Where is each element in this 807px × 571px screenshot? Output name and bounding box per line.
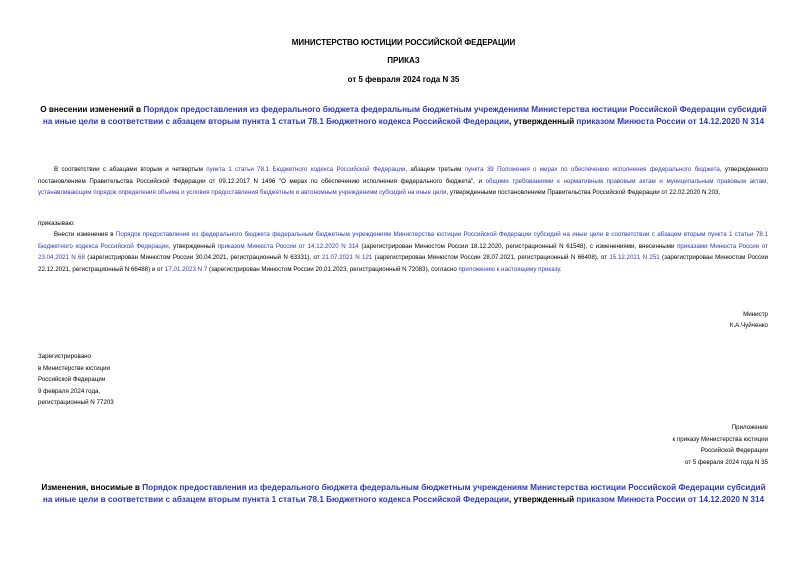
ministry-name: МИНИСТЕРСТВО ЮСТИЦИИ РОССИЙСКОЙ ФЕДЕРАЦИИ	[291, 38, 516, 47]
changes-title-prefix: Изменения, вносимые в	[41, 483, 143, 492]
regulation-link[interactable]: пункта 39 Положения о мерах по обеспечению исполнения федерального бюджета	[464, 166, 720, 173]
order-text-2: , утвержденный	[168, 242, 218, 250]
order-procedure-link[interactable]: Порядок предоставления из федерального бюджета федеральным бюджетным учреждениям Министерства юстиции Российской Федерации субсидий на иные цели в соответствии с абзацем вторым пункта 1 статьи 78.1 Бюджетного кодекса Российской Федерации	[38, 231, 768, 250]
order-text-4: (зарегистрирован Минюстом России 30.04.2021, регистрационный N 63331), от	[84, 254, 322, 261]
appendix-block	[568, 422, 768, 468]
appendix-line-3: Российской Федерации	[700, 447, 768, 454]
appendix-link[interactable]: приложению к настоящему приказу	[458, 265, 560, 273]
registration-block	[38, 351, 238, 409]
signature-name: К.А.Чуйченко	[729, 322, 768, 329]
document-title	[40, 104, 767, 128]
title-procedure-link[interactable]: Порядок предоставления из федерального бюджета федеральным бюджетным учреждениям Министерства юстиции Российской Федерации субсидий на иные цели в соответствии с абзацем вторым пункта 1 статьи 78.1 Бюджетного кодекса Российской Федерации	[42, 105, 767, 126]
order-word: приказываю:	[38, 220, 75, 227]
changes-title-middle: , утвержденный	[509, 495, 577, 504]
preamble-text-1: В соответствии с абзацами вторым и четвертым	[54, 166, 207, 173]
order-minjust-68-link[interactable]: приказами Минюста России от 23.04.2021 N 68	[38, 242, 768, 261]
appendix-line-1: Приложение	[731, 424, 768, 431]
title-order-link[interactable]: приказом Минюста России от 14.12.2020 N 314	[576, 117, 765, 126]
registration-line-2: в Министерстве юстиции	[38, 364, 111, 372]
preamble-text-2: , абзацем третьим	[405, 166, 465, 173]
preamble-text-4: , утвержденными постановлением Правительства Российской Федерации от 22.02.2020 N 203,	[446, 189, 721, 196]
doc-date-number: от 5 февраля 2024 года N 35	[347, 75, 460, 84]
registration-line-4: 9 февраля 2024 года,	[38, 387, 101, 395]
order-text-7: (зарегистрирован Минюстом России 20.01.2023, регистрационный N 72083), согласно	[207, 265, 459, 273]
changes-order-link[interactable]: приказом Минюста России от 14.12.2020 N 314	[576, 495, 765, 504]
preamble-text-3: , утвержденного постановлением Правительства Российской Федерации от 09.12.2017 N 1496 "О мерах по обеспечению исполнения федерального бюджета", и	[38, 166, 768, 185]
title-middle: , утвержденный	[509, 117, 577, 126]
order-text-6: (зарегистрирован Минюстом России 22.12.2021, регистрационный N 66488) и от	[38, 254, 769, 273]
doc-type: ПРИКАЗ	[387, 56, 420, 65]
order-minjust-314-link[interactable]: приказом Минюста России от 14.12.2020 N 314	[217, 242, 359, 250]
changes-title	[40, 482, 767, 506]
registration-line-3: Российской Федерации	[38, 376, 106, 383]
order-text-1: Внести изменения в	[54, 231, 116, 238]
signature-position: Министр	[743, 311, 768, 318]
general-requirements-link[interactable]: общими требованиями к нормативным правовым актам и муниципальным правовым актам, устанавливающим порядок определения объема и условия предоставления бюджетным и автономным учреждениям субсидий на иные цели	[38, 177, 768, 196]
order-7-link[interactable]: 17.01.2023 N 7	[164, 265, 208, 273]
order-text-3: (зарегистрирован Минюстом России 18.12.2020, регистрационный N 61548), с изменениями, внесенными	[358, 242, 678, 250]
appendix-line-2: к приказу Министерства юстиции	[672, 435, 768, 443]
registration-line-1: Зарегистрировано	[38, 353, 91, 360]
preamble-paragraph	[38, 164, 768, 199]
budget-code-link[interactable]: пункта 1 статьи 78.1 Бюджетного кодекса Российской Федерации	[206, 166, 406, 173]
appendix-line-4: от 5 февраля 2024 года N 35	[684, 458, 768, 466]
order-251-link[interactable]: 15.12.2021 N 251	[609, 254, 660, 261]
title-prefix: О внесении изменений в	[40, 105, 144, 114]
registration-line-5: регистрационный N 77203	[38, 399, 114, 406]
changes-procedure-link[interactable]: Порядок предоставления из федерального бюджета федеральным бюджетным учреждениям Министерства юстиции Российской Федерации субсидий на иные цели в соответствии с абзацем вторым пункта 1 статьи 78.1 Бюджетного кодекса Российской Федерации	[42, 483, 766, 504]
order-121-link[interactable]: 21.07.2021 N 121	[321, 254, 373, 261]
order-text-8: .	[559, 265, 562, 273]
order-paragraph	[38, 229, 768, 275]
order-text-5: (зарегистрирован Минюстом России 28.07.2021, регистрационный N 66408), от	[372, 254, 610, 261]
